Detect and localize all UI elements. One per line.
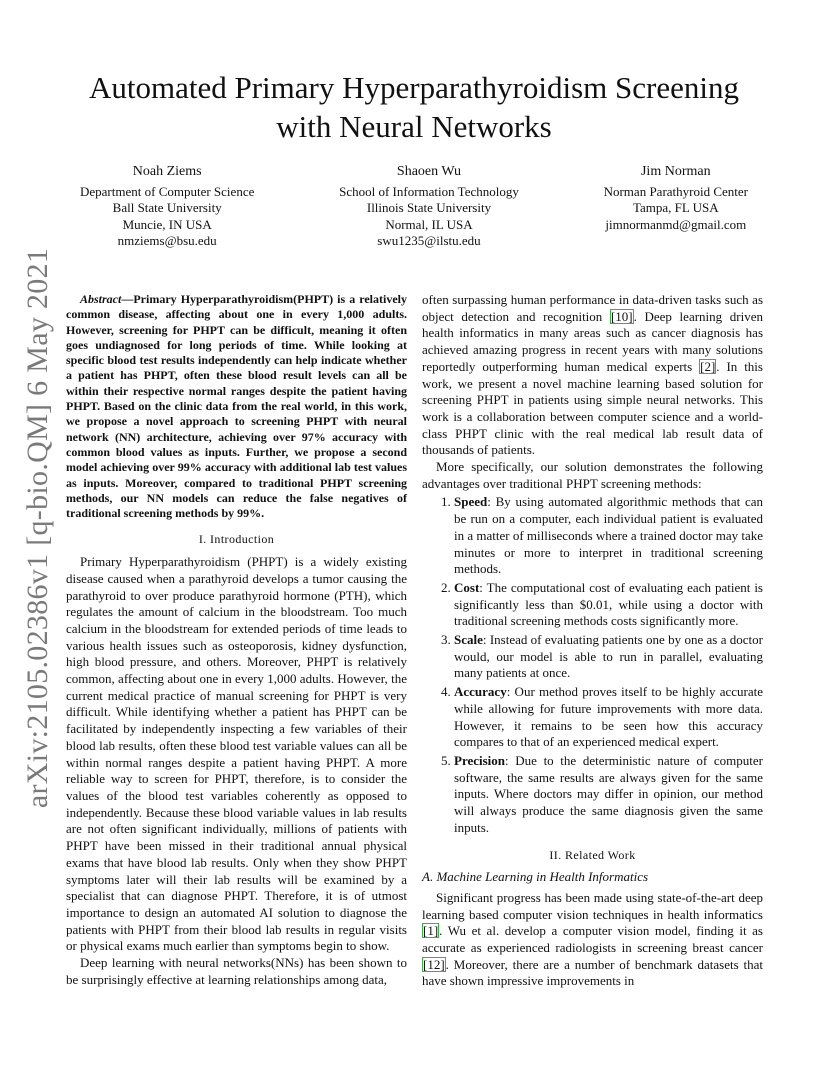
subsection-heading: A. Machine Learning in Health Informatics xyxy=(422,869,649,885)
left-column xyxy=(66,292,407,988)
author-department: School of Information Technology xyxy=(339,183,519,199)
citation-link[interactable]: [1] xyxy=(423,923,439,939)
author-1 xyxy=(80,164,254,250)
author-name: Noah Ziems xyxy=(132,164,202,179)
abstract-label: Abstract xyxy=(80,292,122,306)
text-run: . Deep learning driven health informatics in many areas such as cancer diagnosis has achieved amazing progress in recent years with many solutions reportedly outperforming human medical experts xyxy=(422,308,763,374)
author-name: Shaoen Wu xyxy=(396,164,462,179)
intro-paragraph-3 xyxy=(422,292,763,459)
citation-link[interactable]: [12] xyxy=(423,956,445,972)
author-organization: Tampa, FL USA xyxy=(632,200,719,216)
text-run: . Moreover, there are a number of benchmark datasets that have shown impressive improvements in xyxy=(422,956,763,989)
citation-link[interactable]: [2] xyxy=(700,358,716,374)
advantage-text: : Due to the deterministic nature of computer software, the same results are always given for the same inputs. Where doctors may differ in opinion, our method will always produce the same diagnosis given the same inputs. xyxy=(454,752,763,835)
advantage-term: Precision xyxy=(454,752,506,768)
right-column xyxy=(422,292,763,990)
advantage-text: : Instead of evaluating patients one by one as a doctor would, our model is able to run in parallel, evaluating many patients at once. xyxy=(454,632,763,681)
intro-paragraph-2: Deep learning with neural networks(NNs) has been shown to be surprisingly effective at learning relationships among data, xyxy=(66,955,407,987)
section-heading-introduction: I. Introduction xyxy=(198,532,275,547)
advantage-term: Cost xyxy=(454,579,480,595)
list-item xyxy=(454,684,763,751)
author-block xyxy=(80,164,748,250)
citation-link[interactable]: [10] xyxy=(610,308,633,324)
abstract-text: —Primary Hyperparathyroidism(PHPT) is a relatively common disease, affecting about one in every 1,000 adults. However, screening for PHPT can be difficult, meaning it often goes undiagnosed for long periods of time. While looking at specific blood test results independently can help indicate whether a patient has PHPT, often these blood result levels can all be within their respective normal ranges despite the patient having PHPT. Based on the clinic data from the real world, in this work, we propose a novel approach to screening PHPT with neural network (NN) architecture, achieving over 97% accuracy with common blood values as inputs. Further, we propose a second model achieving over 99% accuracy with additional lab test values as inputs. Moreover, compared to traditional PHPT screening methods, our NN models can reduce the false negatives of traditional screening methods by 99%. xyxy=(66,292,407,521)
text-run: . Wu et al. develop a computer vision model, finding it as accurate as experienced radiologists in screening breast cancer xyxy=(422,923,763,956)
related-paragraph-1 xyxy=(422,890,763,990)
list-item xyxy=(454,753,763,837)
list-item xyxy=(454,632,763,682)
arxiv-identifier: arXiv:2105.02386v1 [q-bio.QM] 6 May 2021 xyxy=(21,247,54,809)
advantages-list xyxy=(422,494,763,836)
author-location: Muncie, IN USA xyxy=(122,216,212,232)
author-name: Jim Norman xyxy=(640,164,711,179)
list-item xyxy=(454,580,763,630)
advantage-text: : By using automated algorithmic methods that can be run on a computer, each individual patient is evaluated in a matter of milliseconds where a trained doctor may take minutes or more to interpret in traditional screening methods. xyxy=(454,494,763,577)
list-item xyxy=(454,494,763,578)
text-run: Significant progress has been made using state-of-the-art deep learning based computer vision techniques in health informatics xyxy=(422,889,763,922)
paper-title: Automated Primary Hyperparathyroidism Screening with Neural Networks xyxy=(89,70,739,144)
author-3 xyxy=(604,164,748,250)
advantage-term: Speed xyxy=(454,494,488,510)
advantage-text: : The computational cost of evaluating each patient is significantly less than $0.01, while using a doctor with traditional screening methods costs significantly more. xyxy=(454,579,763,629)
author-email: nmziems@bsu.edu xyxy=(117,233,217,249)
advantage-text: : Our method proves itself to be highly accurate while allowing for future improvements with more data. However, it remains to be seen how this accuracy compares to that of an experienced medical expert. xyxy=(454,684,763,750)
abstract xyxy=(66,292,407,521)
author-2 xyxy=(339,164,519,250)
author-organization: Ball State University xyxy=(112,200,222,216)
author-department: Department of Computer Science xyxy=(80,183,255,199)
arxiv-side-stamp xyxy=(18,247,58,809)
intro-paragraph-4: More specifically, our solution demonstrates the following advantages over traditional PHPT screening methods: xyxy=(422,459,763,491)
intro-paragraph-1: Primary Hyperparathyroidism (PHPT) is a widely existing disease caused when a parathyroid develops a tumor causing the parathyroid to over produce parathyroid hormone (PTH), which regulates the amount of calcium in the bloodstream. Too much calcium in the bloodstream for extended periods of time leads to various health issues such as osteoporosis, kidney dysfunction, high blood pressure, and others. Moreover, PHPT is relatively common, affecting about one in every 1,000 adults. However, the current medical practice of manual screening for PHPT is very difficult. While identifying whether a patient has PHPT can be facilitated by independently inspecting a few variables of their blood lab results, often these blood test variable values can all be within normal ranges despite a patient having PHPT. A more reliable way to screen for PHPT, therefore, is to consider the values of the blood test variables coherently as opposed to independently. Because these blood variable values in lab results are not often significant individually, millions of patients with PHPT have been missed in their traditional annual physical exams that have blood lab results. Only when they show PHPT symptoms later will their lab results will be examined by a specialist that can diagnose PHPT. Therefore, it is of utmost importance to design an automated AI solution to diagnose the patients with PHPT from their blood lab results in regular visits or physical exams much earlier than symptoms begin to show. xyxy=(66,554,407,954)
author-email: jimnormanmd@gmail.com xyxy=(605,216,747,232)
text-run: often surpassing human performance in data-driven tasks such as object detection and recognition xyxy=(422,292,763,324)
author-organization: Illinois State University xyxy=(366,200,492,216)
author-email: swu1235@ilstu.edu xyxy=(377,233,481,249)
section-heading-related-work: II. Related Work xyxy=(549,847,636,862)
advantage-term: Scale xyxy=(454,632,483,648)
author-department: Norman Parathyroid Center xyxy=(603,183,748,199)
text-run: . In this work, we present a novel machine learning based solution for screening PHPT in patients using simple neural networks. This work is a collaboration between computer science and a world-class PHPT clinic with the real medical lab result data of thousands of patients. xyxy=(422,358,763,458)
advantage-term: Accuracy xyxy=(454,684,507,700)
author-location: Normal, IL USA xyxy=(385,216,473,232)
